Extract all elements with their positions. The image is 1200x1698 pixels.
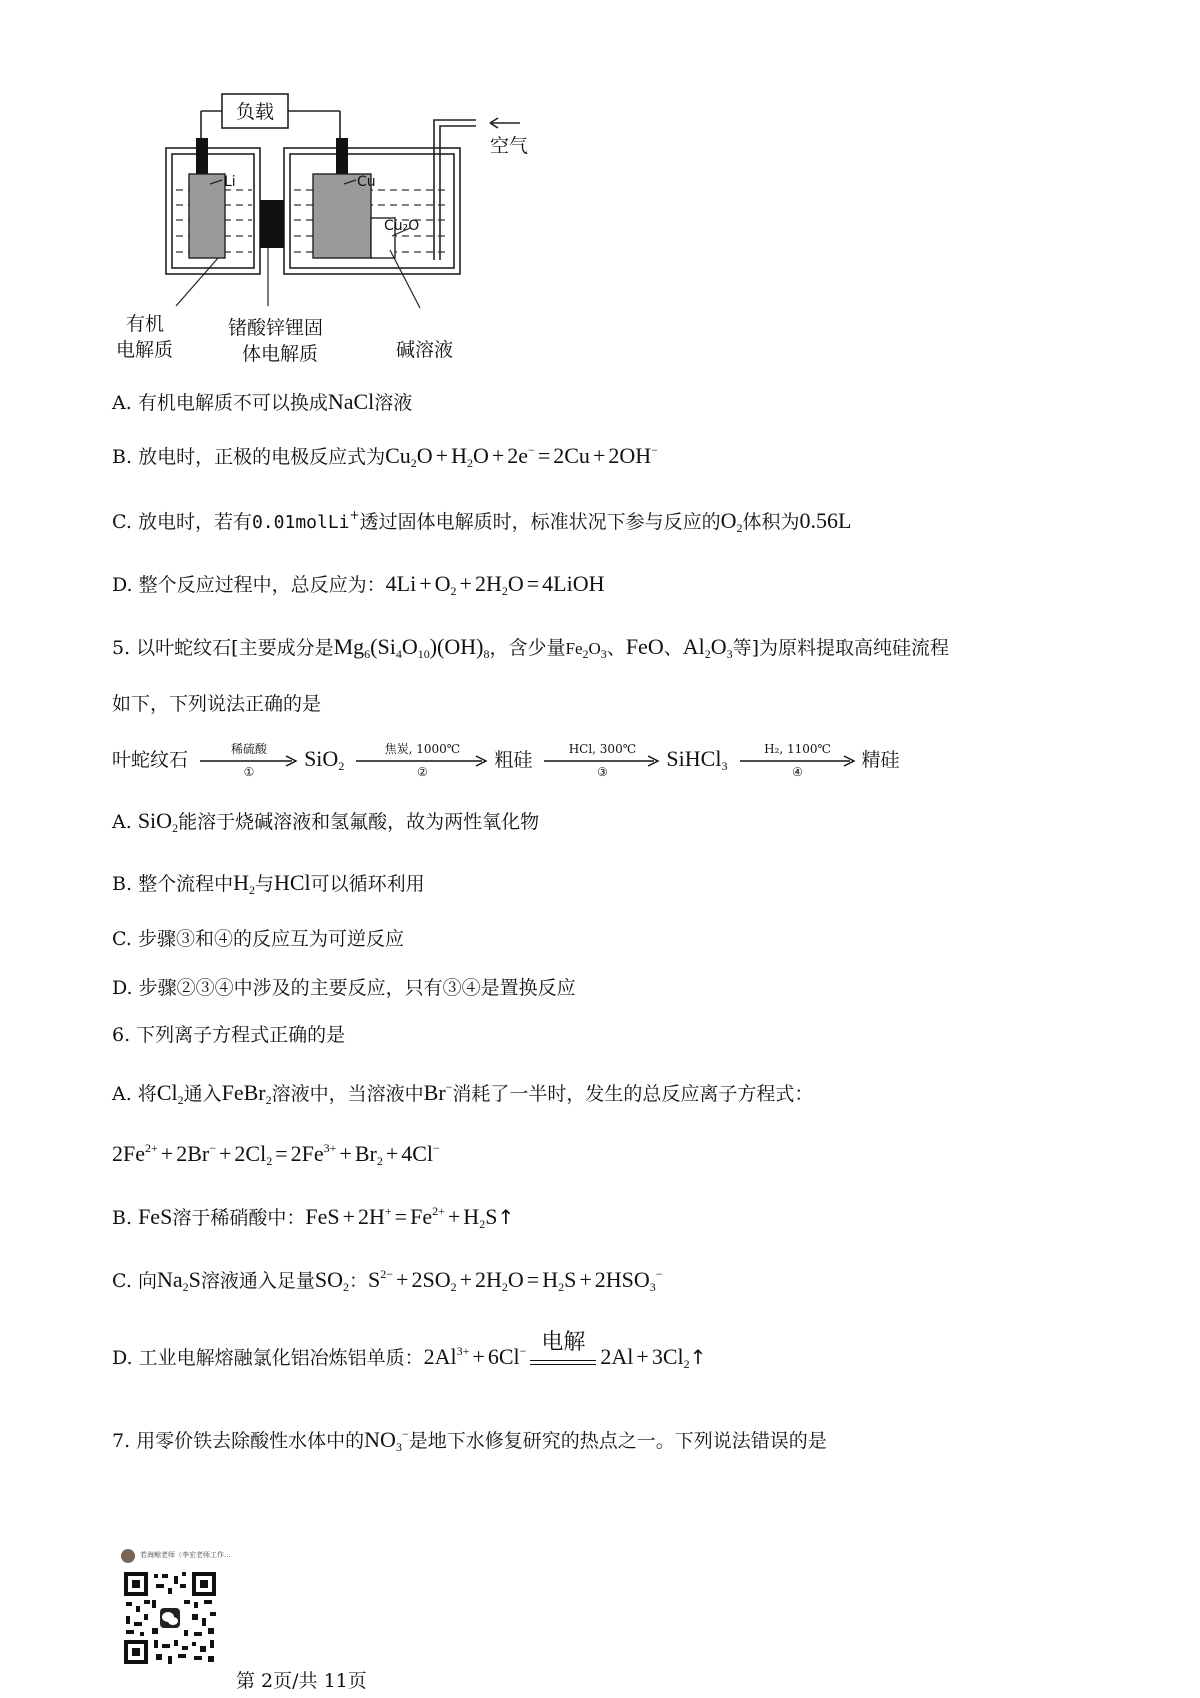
- q7-stem: 7. 用零价铁去除酸性水体中的$NO_3^-$是地下水修复研究的热点之一。下列说法错误的是: [112, 1427, 827, 1454]
- load-label: 负载: [236, 101, 275, 123]
- q5-option-c: C. 步骤③和④的反应互为可逆反应: [112, 928, 404, 950]
- organic-label-2: 电解质: [116, 339, 174, 361]
- q4-option-b: B. 放电时，正极的电极反应式为$Cu_2O + H_2O + 2e^- = 2Cu + 2OH^-$: [112, 443, 658, 470]
- q6-option-a: A. 将$Cl_2$通入FeBr$_2$溶液中，当溶液中Br−消耗了一半时，发生的总反应离子方程式：: [112, 1080, 814, 1107]
- q5-option-b: B. 整个流程中$H_2$与HCl可以循环利用: [112, 870, 425, 897]
- gas-up-arrow: ↑: [497, 1205, 515, 1229]
- cu-terminal: [336, 138, 348, 178]
- q4-option-a: A. 有机电解质不可以换成NaCl溶液: [112, 389, 413, 414]
- q5-option-d: D. 步骤②③④中涉及的主要反应，只有③④是置换反应: [112, 977, 576, 999]
- q5-stem-line1: 5. 以叶蛇纹石[主要成分是$Mg_6(Si_4O_{10})(OH)_8$，含少量$Fe_2O_3$、FeO、$Al_2O_3$等]为原料提取高纯硅流程: [112, 634, 950, 661]
- alkali-label: 碱溶液: [396, 339, 454, 361]
- solid-label-2: 体电解质: [242, 343, 319, 365]
- q5-option-a: A. SiO$_2$能溶于烧碱溶液和氢氟酸，故为两性氧化物: [112, 808, 540, 835]
- q6-option-d: D. 工业电解熔融氯化铝冶炼铝单质：$2Al^{3+} + 6Cl^-$ 电解 $2Al + 3Cl_2↑$: [112, 1344, 706, 1374]
- q4-option-d: D. 整个反应过程中，总反应为：$4Li + O_2 + 2H_2O$ = 4LiOH: [112, 571, 605, 598]
- q6-option-c: C. 向$Na_2S$溶液通入足量$SO_2$：$S^{2-} + 2SO_2 + 2H_2O = H_2S + 2HSO_3^-$: [112, 1267, 663, 1294]
- li-label: Li: [224, 174, 236, 190]
- q4-d-equation: $4Li + O_2 + 2H_2O$ = 4LiOH: [385, 571, 605, 598]
- gas-up-arrow: ↑: [689, 1345, 707, 1369]
- q6-option-b: B. FeS溶于稀硝酸中：FeS + $2H^+ = Fe^{2+}$ + $H_2S↑$: [112, 1204, 515, 1231]
- q4-option-c: C. 放电时，若有0.01molLi+透过固体电解质时，标准状况下参与反应的$O_2$体积为0.56L: [112, 508, 852, 535]
- battery-diagram: [0, 0, 1200, 380]
- cu-label: Cu: [357, 174, 376, 190]
- q6-stem: 6. 下列离子方程式正确的是: [112, 1024, 346, 1046]
- q6-option-a-equation: $2Fe^{2+} + 2Br^- + 2Cl_2 = 2Fe^{3+} + Br_2 + 4Cl^-$: [112, 1141, 440, 1168]
- q5-flow: 叶蛇纹石 稀硫酸 ① SiO$_2$ 焦炭, 1000℃ ② 粗硅 HCl, 300℃ ③ SiHCl$_3$ H₂, 1100℃ ④ 精硅: [112, 742, 900, 779]
- solid-electrolyte: [260, 200, 284, 248]
- q5-stem-line2: 如下，下列说法正确的是: [112, 693, 322, 715]
- electrolysis-condition: 电解: [526, 1344, 600, 1374]
- li-electrode: [189, 174, 225, 258]
- li-terminal: [196, 138, 208, 178]
- air-label: 空气: [490, 135, 529, 157]
- organic-label-1: 有机: [126, 313, 165, 335]
- cu2o-label: Cu₂O: [384, 218, 420, 234]
- solid-label-1: 锗酸锌锂固: [228, 317, 324, 339]
- avatar-icon: [120, 1548, 140, 1564]
- q4-b-equation: $Cu_2O + H_2O + 2e^- = 2Cu + 2OH^-$: [385, 443, 658, 470]
- qr-code-icon: [122, 1570, 218, 1666]
- page-footer: 第 2页/共 11页: [236, 1670, 367, 1692]
